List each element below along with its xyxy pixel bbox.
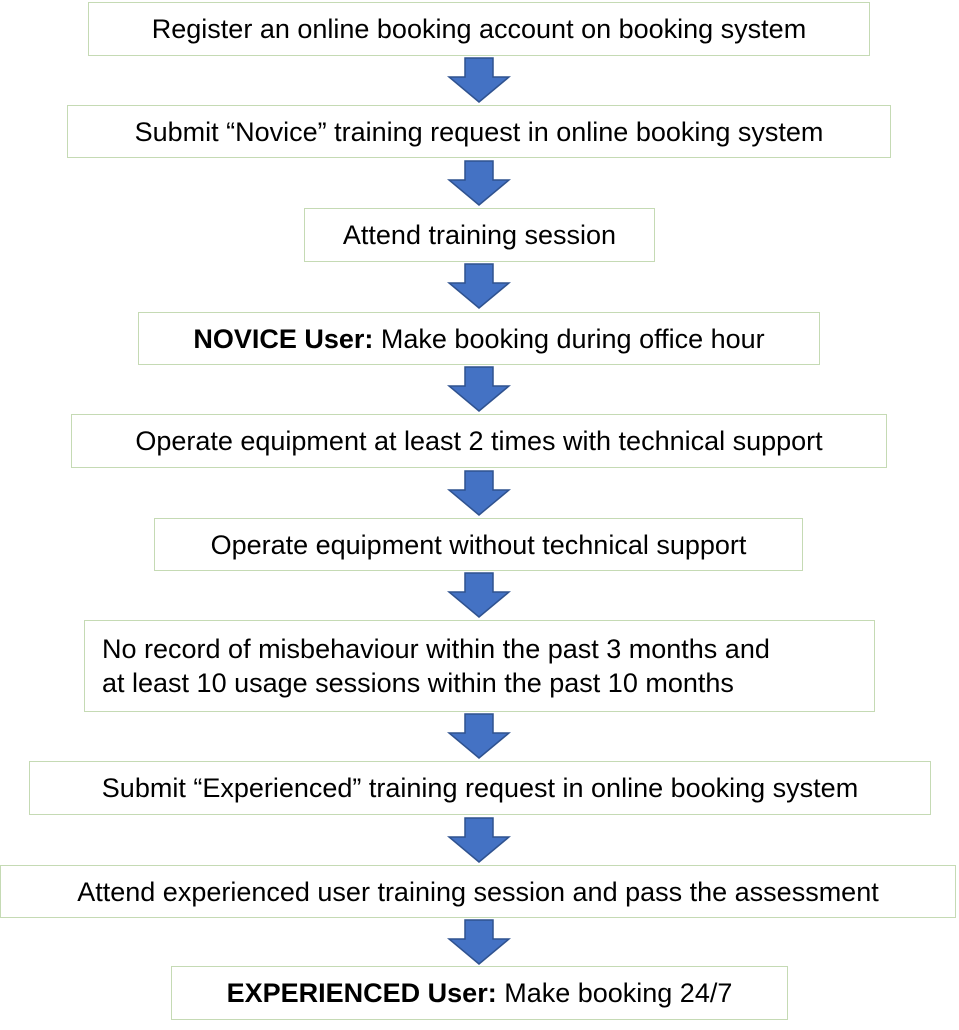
down-arrow-icon <box>447 263 511 309</box>
step-label: Submit “Novice” training request in online booking system <box>134 116 824 147</box>
step-role-label: EXPERIENCED User: <box>226 978 497 1008</box>
step-label: Make booking during office hour <box>373 323 765 354</box>
step-role-label: NOVICE User: <box>193 323 374 354</box>
step-attend-training <box>304 208 655 262</box>
step-operate-without-support <box>154 518 803 571</box>
step-experienced-user-booking <box>171 966 788 1020</box>
down-arrow-icon <box>447 57 511 103</box>
down-arrow-icon <box>447 817 511 863</box>
step-novice-user-booking <box>138 312 820 365</box>
step-submit-experienced-request <box>29 761 931 815</box>
step-label: Submit “Experienced” training request in online booking system <box>101 773 859 803</box>
step-label: Operate equipment at least 2 times with technical support <box>135 426 823 456</box>
step-label: Register an online booking account on booking system <box>151 14 807 44</box>
down-arrow-icon <box>447 366 511 412</box>
step-eligibility-criteria <box>84 620 875 712</box>
step-register-account <box>88 2 870 56</box>
down-arrow-icon <box>447 572 511 618</box>
step-submit-novice-request <box>67 105 891 158</box>
down-arrow-icon <box>447 919 511 965</box>
step-label-line-2: at least 10 usage sessions within the past 10 months <box>102 668 734 698</box>
step-operate-with-support <box>71 414 887 468</box>
down-arrow-icon <box>447 713 511 759</box>
step-label: Make booking 24/7 <box>496 978 733 1008</box>
step-attend-experienced-training <box>0 865 956 918</box>
down-arrow-icon <box>447 160 511 206</box>
step-label: Operate equipment without technical support <box>210 529 747 560</box>
down-arrow-icon <box>447 470 511 516</box>
step-label-line-1: No record of misbehaviour within the past 3 months and <box>102 634 770 664</box>
step-label: Attend training session <box>342 220 617 250</box>
step-label: Attend experienced user training session and pass the assessment <box>77 876 879 907</box>
